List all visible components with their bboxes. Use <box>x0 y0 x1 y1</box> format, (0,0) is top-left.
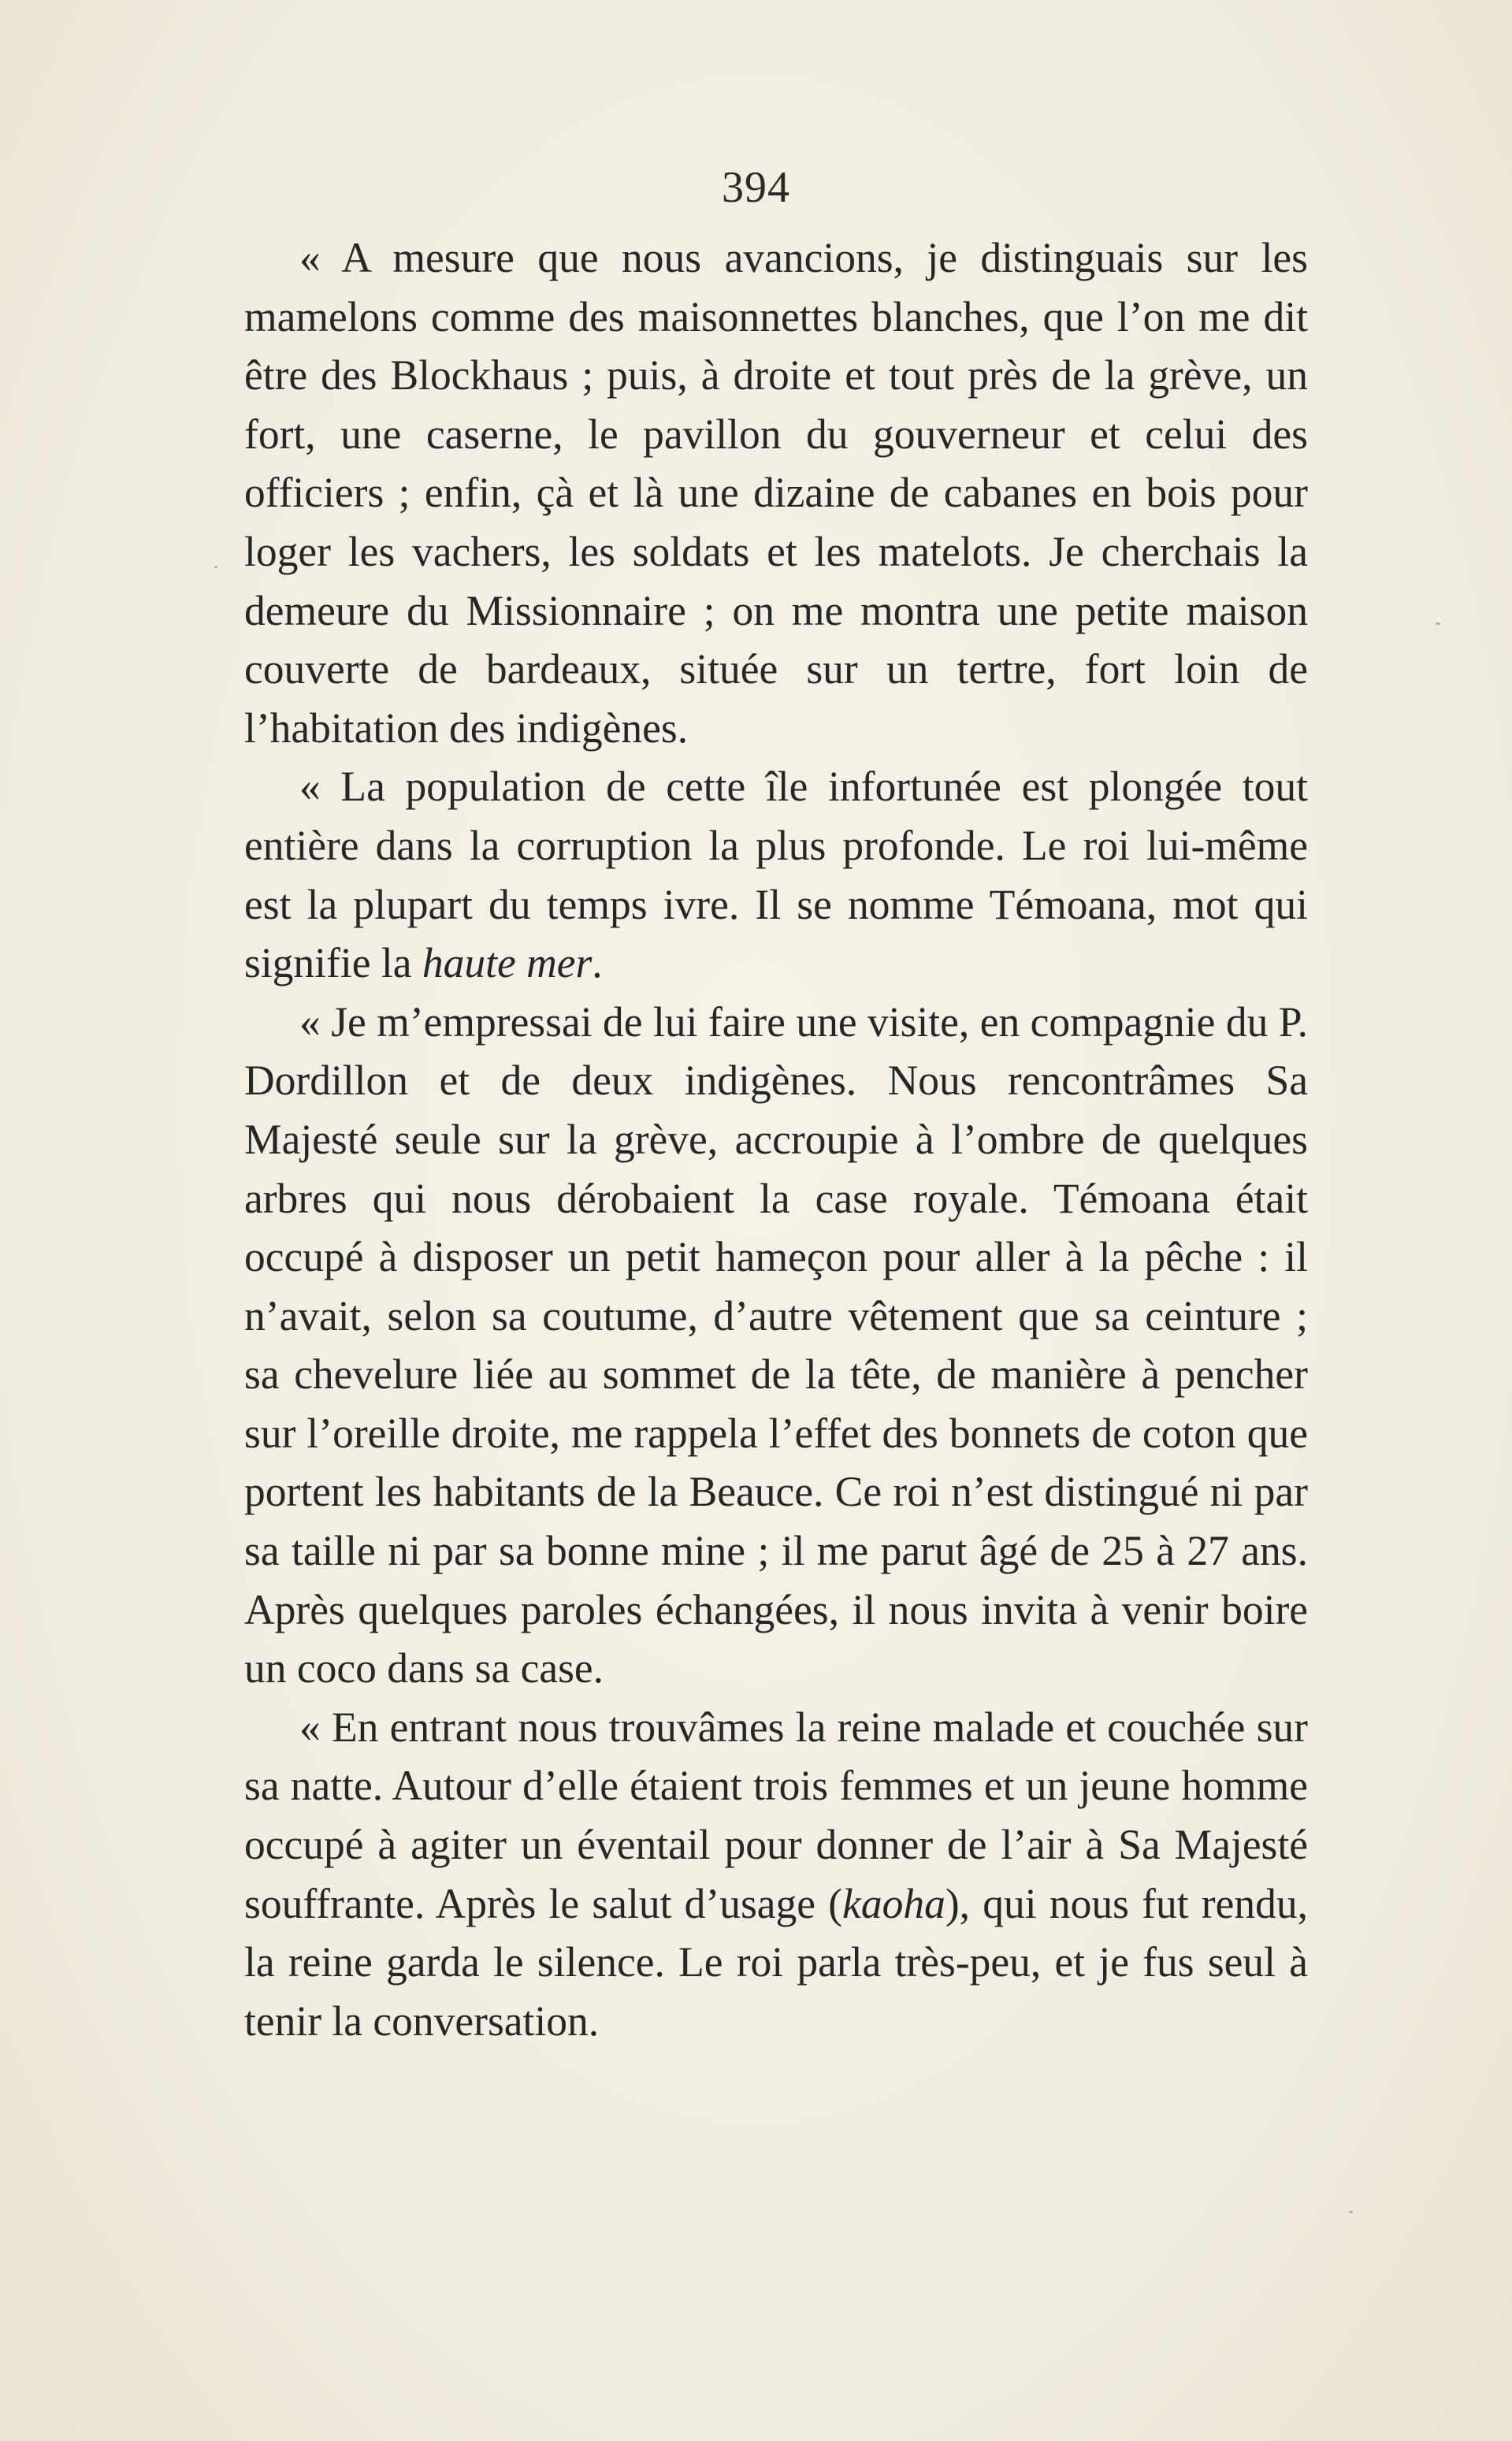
paragraph-text: « Je m’empressai de lui faire une visite, en compagnie du P. Dordillon et de deux indigènes. Nous rencontrâmes Sa Majesté seule sur la grève, accroupie à l’ombre de quelques arbres qui nous dérobaient la case royale. Témoana était occupé à disposer un petit hameçon pour aller à la pêche : il n’avait, selon sa coutume, d’autre vêtement que sa ceinture ; sa chevelure liée au sommet de la tête, de manière à pencher sur l’oreille droite, me rappela l’effet des bonnets de coton que portent les habitants de la Beauce. Ce roi n’est distingué ni par sa taille ni par sa bonne mine ; il me parut âgé de 25 à 27 ans. Après quelques paroles échangées, il nous invita à venir boire un coco dans sa case. <box>244 998 1308 1692</box>
paragraph-arrival <box>244 228 1308 757</box>
paragraph-population <box>244 757 1308 992</box>
paragraph-text-end: ), qui nous fut rendu, la reine garda le silence. Le roi parla très-peu, et je fus seul à tenir la conversation. <box>244 1879 1308 2045</box>
italic-term: kaoha <box>842 1879 945 1927</box>
paragraph-queen <box>244 1698 1308 2051</box>
body-text <box>244 228 1308 2050</box>
paragraph-text-end: . <box>592 939 603 987</box>
paragraph-text: « En entrant nous trouvâmes la reine malade et couchée sur sa natte. Autour d’elle étaient trois femmes et un jeune homme occupé à agiter un éventail pour donner de l’air à Sa Majesté souffrante. Après le salut d’usage ( <box>244 1703 1308 1927</box>
italic-term: haute mer <box>422 939 593 987</box>
paper-speck <box>214 566 217 568</box>
paragraph-text: « A mesure que nous avancions, je distinguais sur les mamelons comme des maisonnettes blanches, que l’on me dit être des Blockhaus ; puis, à droite et tout près de la grève, un fort, une caserne, le pavillon du gouverneur et celui des officiers ; enfin, çà et là une dizaine de cabanes en bois pour loger les vachers, les soldats et les matelots. Je cherchais la demeure du Missionnaire ; on me montra une petite maison couverte de bardeaux, située sur un tertre, fort loin de l’habitation des indigènes. <box>244 234 1308 752</box>
page-number: 394 <box>722 163 790 212</box>
paragraph-text: « La population de cette île infortunée est plongée tout entière dans la corruption la plus profonde. Le roi lui-même est la plupart du temps ivre. Il se nomme Témoana, mot qui signifie la <box>244 763 1308 987</box>
paragraph-visit-king <box>244 993 1308 1698</box>
paper-speck <box>1349 2211 1353 2213</box>
paper-speck <box>1436 622 1440 625</box>
